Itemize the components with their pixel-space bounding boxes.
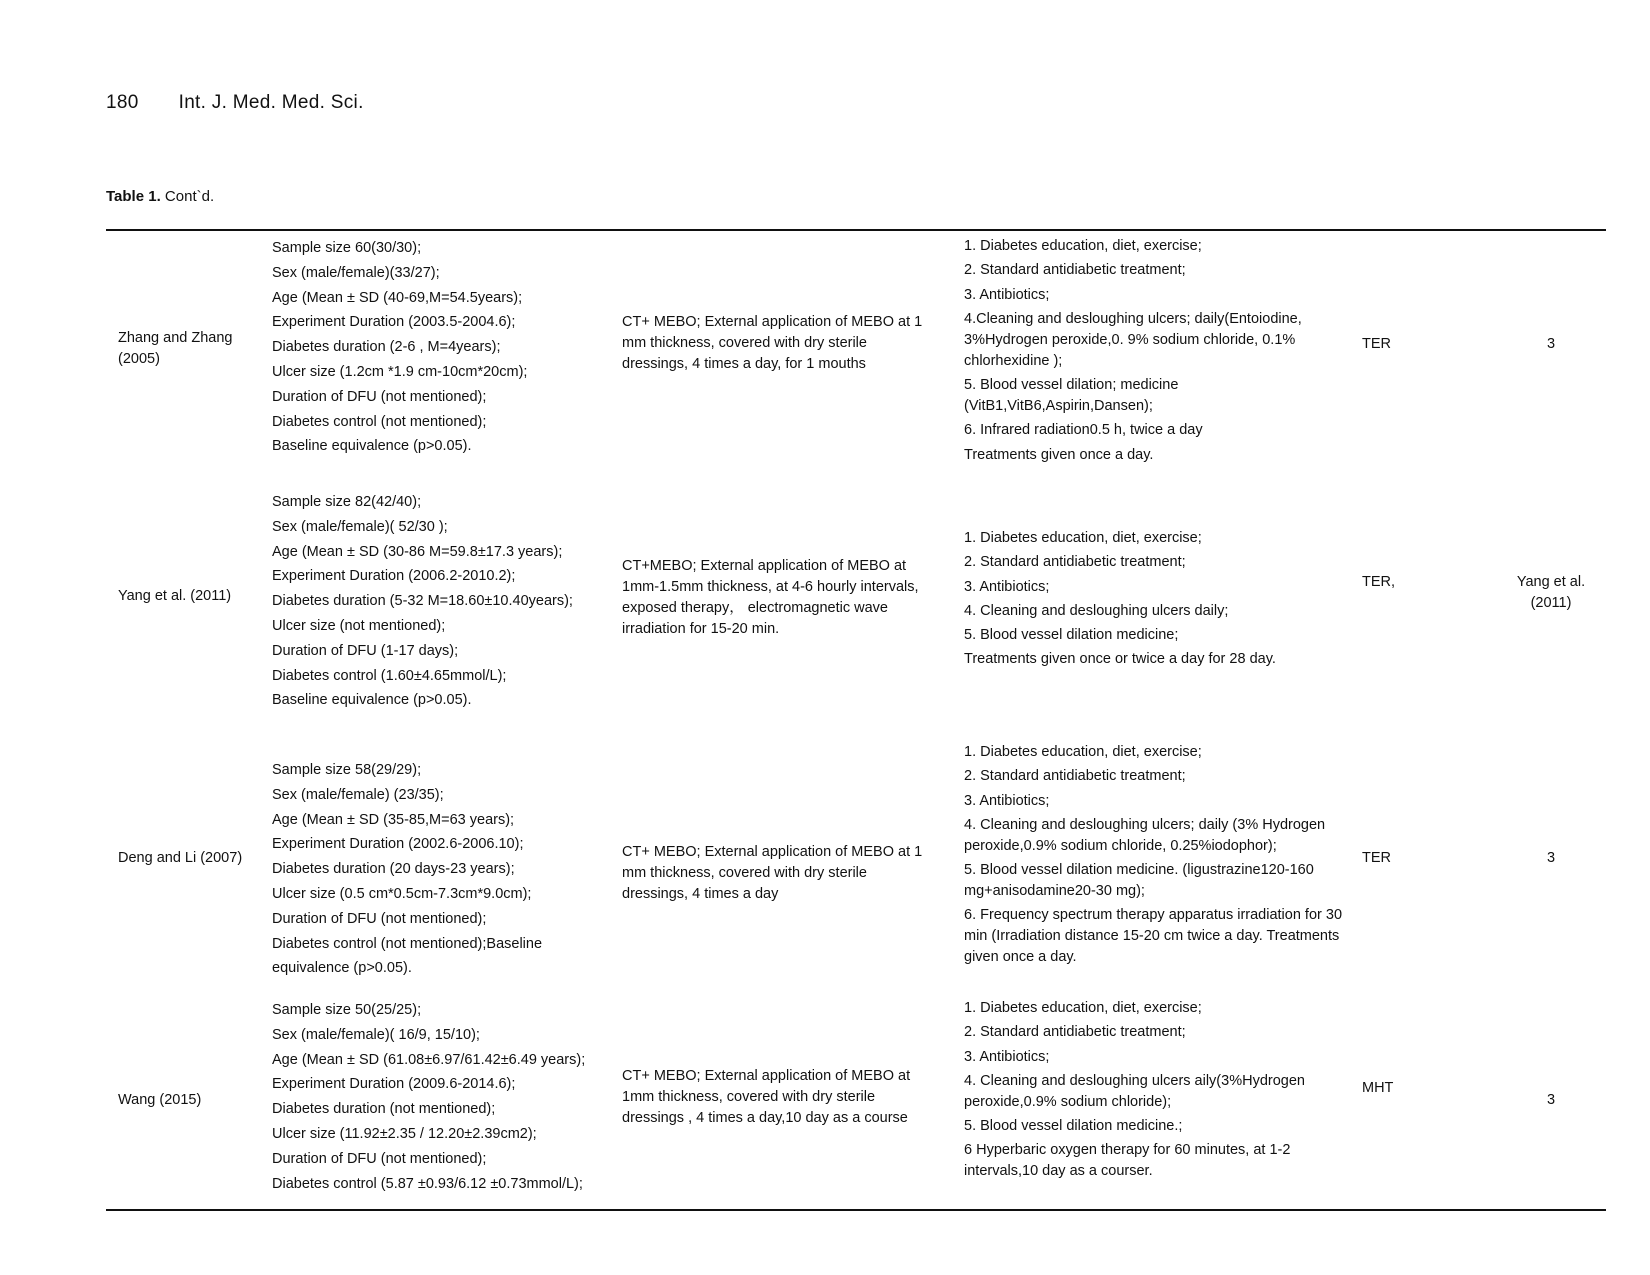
- table-bottom-rule: [106, 1209, 1606, 1211]
- characteristic-line: Ulcer size (1.2cm *1.9 cm-10cm*20cm);: [272, 363, 528, 380]
- control-item: 5. Blood vessel dilation medicine. (ligustrazine120-160 mg+anisodamine20-30 mg);: [964, 862, 1314, 900]
- control-item: 5. Blood vessel dilation medicine;: [964, 627, 1179, 644]
- control-item: 2. Standard antidiabetic treatment;: [964, 262, 1186, 279]
- characteristic-line: Diabetes duration (not mentioned);: [272, 1101, 496, 1118]
- table-label: Table 1.: [106, 188, 161, 205]
- experimental-cell: CT+MEBO; External application of MEBO at 1mm-1.5mm thickness, at 4-6 hourly intervals, exposed therapy， electromagnetic wave irradiation for 15-20 min.: [622, 558, 919, 637]
- control-item: 1. Diabetes education, diet, exercise;: [964, 530, 1202, 546]
- characteristic-line: Age (Mean ± SD (30-86 M=59.8±17.3 years);: [272, 543, 563, 560]
- characteristic-line: Duration of DFU (1-17 days);: [272, 642, 459, 659]
- characteristic-line: Sample size 82(42/40);: [272, 494, 422, 510]
- study-cell: Zhang and Zhang (2005): [118, 330, 233, 367]
- control-item: 2. Standard antidiabetic treatment;: [964, 554, 1186, 571]
- table-caption: [106, 188, 214, 205]
- journal-title: Int. J. Med. Med. Sci.: [178, 92, 364, 113]
- control-item: 4. Cleaning and desloughing ulcers aily(3%Hydrogen peroxide,0.9% sodium chloride);: [964, 1072, 1305, 1110]
- control-item: 4. Cleaning and desloughing ulcers; daily (3% Hydrogen peroxide,0.9% sodium chloride, 0.25%iodophor);: [964, 816, 1326, 854]
- characteristic-line: Sample size 58(29/29);: [272, 762, 422, 778]
- control-item: 1. Diabetes education, diet, exercise;: [964, 238, 1202, 254]
- control-item: 4. Cleaning and desloughing ulcers daily;: [964, 602, 1229, 619]
- score-cell: 3: [1546, 1092, 1556, 1108]
- characteristic-line: Sex (male/female)(33/27);: [272, 264, 440, 281]
- outcome-cell: TER,: [1362, 574, 1396, 590]
- control-item: 6. Frequency spectrum therapy apparatus irradiation for 30 min (Irradiation distance 15-20 cm twice a day. Treatments given once a day.: [964, 907, 1343, 966]
- characteristic-line: Diabetes control (not mentioned);: [272, 413, 487, 430]
- control-cell: [964, 998, 1344, 1186]
- characteristic-line: Sex (male/female) (23/35);: [272, 786, 444, 803]
- control-cell: [964, 236, 1344, 469]
- table-caption-text: Cont`d.: [164, 188, 215, 205]
- control-item: 2. Standard antidiabetic treatment;: [964, 768, 1186, 785]
- control-item: 5. Blood vessel dilation medicine.;: [964, 1118, 1183, 1135]
- control-item: 2. Standard antidiabetic treatment;: [964, 1024, 1186, 1041]
- control-item: 1. Diabetes education, diet, exercise;: [964, 1000, 1202, 1016]
- control-item: 4.Cleaning and desloughing ulcers; daily(Entoiodine, 3%Hydrogen peroxide,0. 9% sodium chloride, 0.1% chlorhexidine );: [964, 310, 1302, 369]
- characteristic-line: Sex (male/female)( 16/9, 15/10);: [272, 1026, 480, 1043]
- characteristic-line: Diabetes control (1.60±4.65mmol/L);: [272, 667, 507, 684]
- study-cell: Wang (2015): [118, 1092, 202, 1108]
- control-item: 6. Infrared radiation0.5 h, twice a day: [964, 422, 1203, 439]
- outcome-cell: TER: [1362, 336, 1391, 352]
- control-item: 6 Hyperbaric oxygen therapy for 60 minutes, at 1-2 intervals,10 day as a courser.: [964, 1142, 1291, 1180]
- characteristic-line: Diabetes duration (20 days-23 years);: [272, 861, 515, 878]
- outcome-cell: TER: [1362, 850, 1391, 866]
- characteristic-line: Baseline equivalence (p>0.05).: [272, 692, 472, 709]
- characteristics-cell: [272, 758, 632, 981]
- control-item: 3. Antibiotics;: [964, 578, 1050, 595]
- experimental-cell: CT+ MEBO; External application of MEBO at 1mm thickness, covered with dry sterile dressings , 4 times a day,10 day as a course: [622, 1068, 911, 1126]
- characteristic-line: Diabetes duration (2-6 , M=4years);: [272, 339, 501, 356]
- control-item: 1. Diabetes education, diet, exercise;: [964, 744, 1202, 760]
- study-cell: Deng and Li (2007): [118, 850, 243, 866]
- characteristics-cell: [272, 490, 632, 713]
- characteristic-line: Experiment Duration (2003.5-2004.6);: [272, 314, 516, 331]
- page-number: 180: [106, 92, 139, 113]
- characteristic-line: Age (Mean ± SD (35-85,M=63 years);: [272, 811, 515, 828]
- control-cell: [964, 528, 1344, 674]
- control-item: 3. Antibiotics;: [964, 792, 1050, 809]
- characteristic-line: Diabetes control (not mentioned);Baseline: [272, 935, 543, 952]
- control-item: Treatments given once or twice a day for 28 day.: [964, 651, 1276, 668]
- characteristic-line: Diabetes duration (5-32 M=18.60±10.40years);: [272, 593, 573, 610]
- characteristic-line: Sample size 60(30/30);: [272, 240, 422, 256]
- study-cell: Yang et al. (2011): [118, 588, 232, 604]
- characteristics-cell: [272, 998, 632, 1196]
- characteristic-line: Sex (male/female)( 52/30 );: [272, 518, 448, 535]
- score-cell: Yang et al. (2011): [1516, 574, 1586, 611]
- characteristic-line: Ulcer size (0.5 cm*0.5cm-7.3cm*9.0cm);: [272, 885, 532, 902]
- characteristic-line: Experiment Duration (2002.6-2006.10);: [272, 836, 524, 853]
- experimental-cell: CT+ MEBO; External application of MEBO at 1 mm thickness, covered with dry sterile dressings, 4 times a day, for 1 mouths: [622, 314, 923, 372]
- characteristic-line: Experiment Duration (2006.2-2010.2);: [272, 568, 516, 585]
- characteristic-line: Duration of DFU (not mentioned);: [272, 910, 487, 927]
- characteristic-line: Duration of DFU (not mentioned);: [272, 1150, 487, 1167]
- control-cell: [964, 742, 1344, 972]
- characteristic-line: Experiment Duration (2009.6-2014.6);: [272, 1076, 516, 1093]
- characteristic-line: Age (Mean ± SD (61.08±6.97/61.42±6.49 years);: [272, 1051, 586, 1068]
- control-item: 5. Blood vessel dilation; medicine (VitB1,VitB6,Aspirin,Dansen);: [964, 377, 1179, 415]
- characteristic-line: Duration of DFU (not mentioned);: [272, 388, 487, 405]
- score-cell: 3: [1546, 850, 1556, 866]
- running-head: [106, 92, 364, 114]
- characteristic-line: Ulcer size (11.92±2.35 / 12.20±2.39cm2);: [272, 1125, 537, 1142]
- characteristic-line: Diabetes control (5.87 ±0.93/6.12 ±0.73mmol/L);: [272, 1175, 583, 1192]
- experimental-cell: CT+ MEBO; External application of MEBO at 1 mm thickness, covered with dry sterile dressings, 4 times a day: [622, 844, 923, 902]
- control-item: Treatments given once a day.: [964, 446, 1154, 463]
- outcome-cell: MHT: [1362, 1080, 1394, 1096]
- characteristic-line: Sample size 50(25/25);: [272, 1002, 422, 1018]
- characteristic-line: equivalence (p>0.05).: [272, 960, 412, 977]
- control-item: 3. Antibiotics;: [964, 286, 1050, 303]
- score-cell: 3: [1546, 336, 1556, 352]
- characteristic-line: Age (Mean ± SD (40-69,M=54.5years);: [272, 289, 523, 306]
- characteristic-line: Baseline equivalence (p>0.05).: [272, 438, 472, 455]
- characteristics-cell: [272, 236, 632, 459]
- characteristic-line: Ulcer size (not mentioned);: [272, 617, 446, 634]
- control-item: 3. Antibiotics;: [964, 1048, 1050, 1065]
- table-top-rule: [106, 229, 1606, 231]
